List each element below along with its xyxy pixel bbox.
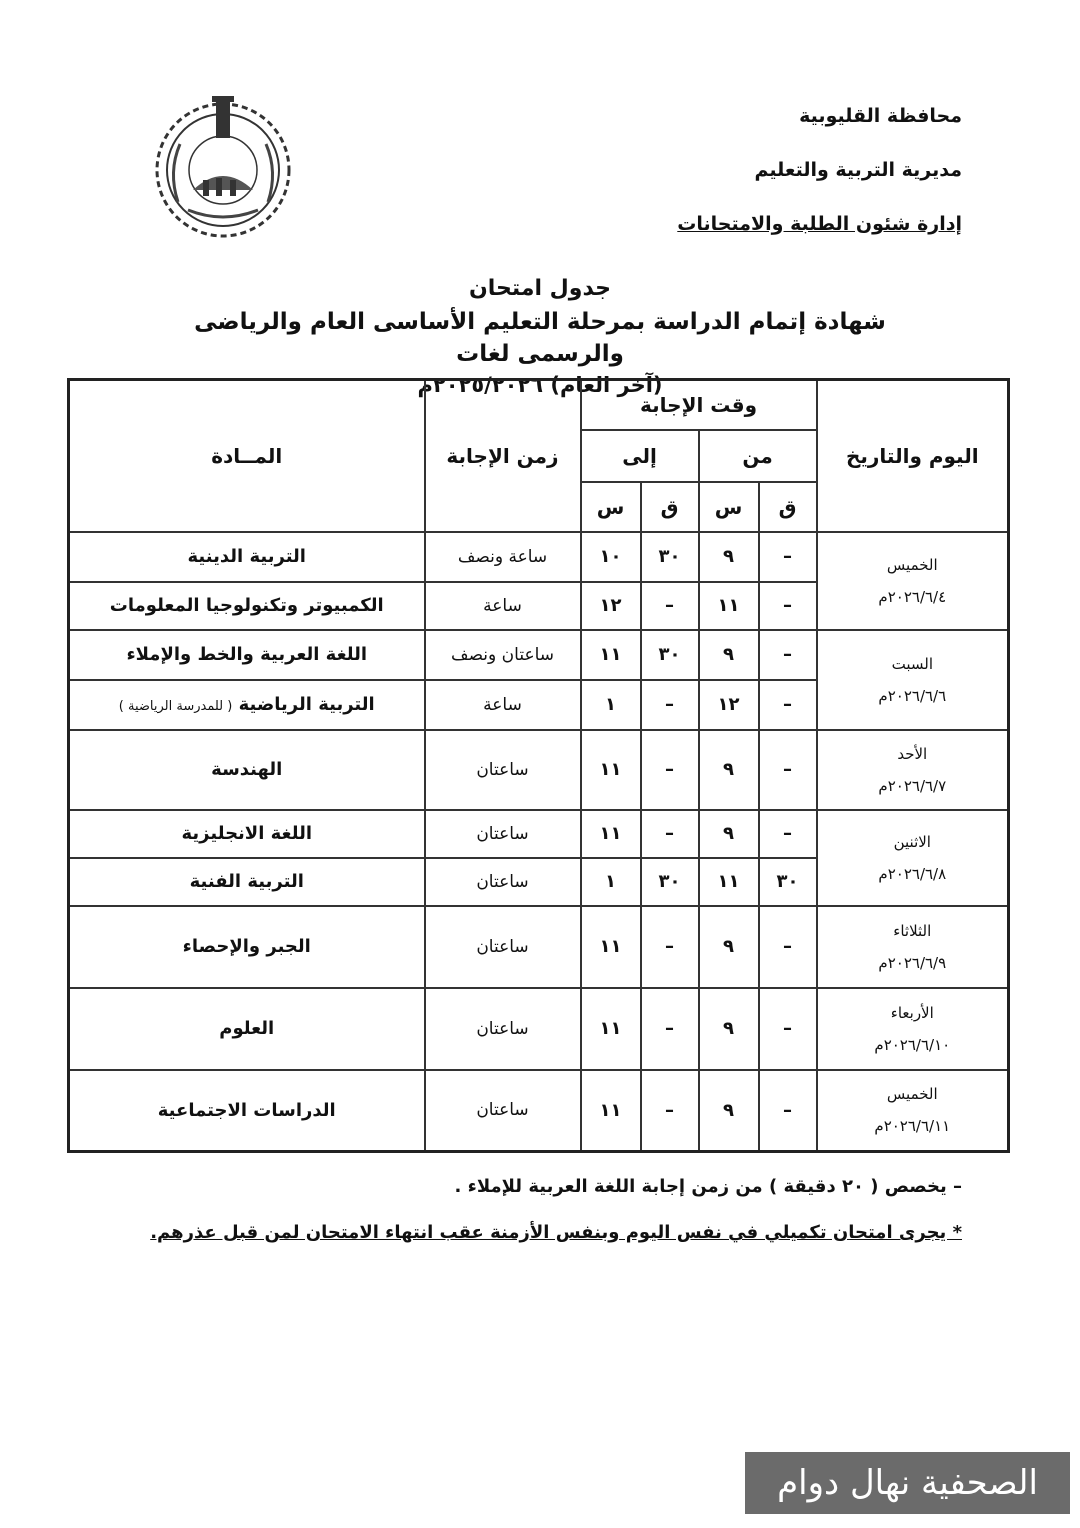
day-name: الخميس bbox=[886, 1085, 938, 1104]
subject-name: التربية الدينية bbox=[187, 546, 306, 567]
header-answer-time: وقت الإجابة bbox=[581, 380, 817, 430]
exam-date: ٢٠٢٦/٦/١١م bbox=[874, 1117, 951, 1136]
to-hour: ١١ bbox=[581, 1070, 641, 1152]
from-hour: ٩ bbox=[699, 810, 759, 858]
day-name: السبت bbox=[891, 654, 933, 673]
subject-name: اللغة الانجليزية bbox=[181, 823, 312, 844]
directorate-name: مديرية التربية والتعليم bbox=[754, 159, 962, 181]
to-hour: ١١ bbox=[581, 906, 641, 988]
from-hour: ٩ bbox=[699, 532, 759, 582]
duration: ساعتان bbox=[425, 906, 581, 988]
header-subject: المــادة bbox=[69, 380, 425, 532]
day-date-cell bbox=[817, 630, 1009, 730]
subject bbox=[69, 630, 425, 680]
day-name: الأحد bbox=[897, 744, 928, 763]
header-to-minute: ق bbox=[641, 482, 699, 532]
from-minute: – bbox=[759, 630, 817, 680]
from-minute: – bbox=[759, 810, 817, 858]
header-duration: زمن الإجابة bbox=[425, 380, 581, 532]
to-hour: ١٢ bbox=[581, 582, 641, 630]
to-minute: ٣٠ bbox=[641, 532, 699, 582]
header-to: إلى bbox=[581, 430, 699, 482]
academic-year: (آخر العام) ٢٠٢٥/٢٠٢٦م bbox=[417, 373, 663, 397]
day-date-cell bbox=[817, 988, 1009, 1070]
duration: ساعة bbox=[425, 680, 581, 730]
from-hour: ٩ bbox=[699, 906, 759, 988]
table-row bbox=[69, 906, 1009, 988]
to-minute: ٣٠ bbox=[641, 858, 699, 906]
governorate-name: محافظة القليوبية bbox=[799, 105, 962, 127]
day-name: الأربعاء bbox=[890, 1003, 934, 1022]
from-minute: – bbox=[759, 730, 817, 810]
subject-name: الجبر والإحصاء bbox=[182, 936, 311, 957]
from-minute: – bbox=[759, 532, 817, 582]
duration: ساعتان bbox=[425, 988, 581, 1070]
day-date-cell bbox=[817, 1070, 1009, 1152]
from-hour: ٩ bbox=[699, 630, 759, 680]
to-minute: – bbox=[641, 988, 699, 1070]
from-hour: ٩ bbox=[699, 1070, 759, 1152]
organization-header bbox=[542, 100, 962, 262]
header-from-hour: س bbox=[699, 482, 759, 532]
subject-note: ( للمدرسة الرياضية ) bbox=[118, 699, 233, 714]
day-name: الثلاثاء bbox=[893, 921, 932, 940]
subject-name: اللغة العربية والخط والإملاء bbox=[126, 644, 368, 665]
exam-date: ٢٠٢٦/٦/٨م bbox=[878, 864, 947, 883]
from-minute: – bbox=[759, 988, 817, 1070]
to-hour: ١١ bbox=[581, 630, 641, 680]
duration: ساعتان bbox=[425, 810, 581, 858]
table-row bbox=[69, 532, 1009, 582]
exam-date: ٢٠٢٦/٦/٦م bbox=[878, 686, 947, 705]
subject bbox=[69, 906, 425, 988]
duration: ساعة bbox=[425, 582, 581, 630]
table-row bbox=[69, 1070, 1009, 1152]
table-row bbox=[69, 730, 1009, 810]
exam-date: ٢٠٢٦/٦/١٠م bbox=[874, 1035, 951, 1054]
dictation-note: – يخصص ( ٢٠ دقيقة ) من زمن إجابة اللغة العربية للإملاء . bbox=[454, 1176, 962, 1197]
day-date-cell bbox=[817, 730, 1009, 810]
from-hour: ٩ bbox=[699, 988, 759, 1070]
from-minute: – bbox=[759, 906, 817, 988]
to-hour: ١٠ bbox=[581, 532, 641, 582]
subject-name: الهندسة bbox=[211, 759, 283, 780]
subject bbox=[69, 582, 425, 630]
to-minute: – bbox=[641, 906, 699, 988]
exam-date: ٢٠٢٦/٦/٩م bbox=[878, 953, 947, 972]
day-name: الخميس bbox=[886, 555, 938, 574]
subject bbox=[69, 1070, 425, 1152]
exam-date: ٢٠٢٦/٦/٤م bbox=[878, 587, 947, 606]
header-from-minute: ق bbox=[759, 482, 817, 532]
to-minute: – bbox=[641, 730, 699, 810]
subject-name: الدراسات الاجتماعية bbox=[157, 1099, 336, 1121]
to-hour: ١ bbox=[581, 680, 641, 730]
from-minute: ٣٠ bbox=[759, 858, 817, 906]
table-row bbox=[69, 810, 1009, 858]
day-name: الاثنين bbox=[893, 832, 931, 851]
ministry-emblem-icon bbox=[148, 92, 298, 242]
subject bbox=[69, 988, 425, 1070]
subject bbox=[69, 532, 425, 582]
to-minute: – bbox=[641, 680, 699, 730]
subject bbox=[69, 858, 425, 906]
day-date-cell bbox=[817, 810, 1009, 906]
to-minute: – bbox=[641, 810, 699, 858]
from-hour: ١١ bbox=[699, 858, 759, 906]
to-hour: ١ bbox=[581, 858, 641, 906]
header-from: من bbox=[699, 430, 817, 482]
header-day-date: اليوم والتاريخ bbox=[817, 380, 1009, 532]
from-minute: – bbox=[759, 1070, 817, 1152]
duration: ساعتان ونصف bbox=[425, 630, 581, 680]
duration: ساعتان bbox=[425, 858, 581, 906]
duration: ساعتان bbox=[425, 730, 581, 810]
exam-schedule-table bbox=[67, 378, 1010, 1153]
schedule-title: جدول امتحان bbox=[468, 276, 612, 301]
to-hour: ١١ bbox=[581, 810, 641, 858]
to-minute: – bbox=[641, 582, 699, 630]
subject-name: الكمبيوتر وتكنولوجيا المعلومات bbox=[109, 595, 384, 616]
to-minute: ٣٠ bbox=[641, 630, 699, 680]
certificate-title: شهادة إتمام الدراسة بمرحلة التعليم الأساسى العام والرياضى والرسمى لغات bbox=[194, 309, 886, 367]
from-minute: – bbox=[759, 680, 817, 730]
from-minute: – bbox=[759, 582, 817, 630]
subject bbox=[69, 730, 425, 810]
subject-name: التربية الرياضية bbox=[238, 694, 375, 715]
subject-name: العلوم bbox=[219, 1018, 275, 1039]
to-hour: ١١ bbox=[581, 988, 641, 1070]
to-minute: – bbox=[641, 1070, 699, 1152]
table-row bbox=[69, 630, 1009, 680]
watermark-label: الصحفية نهال دوام bbox=[745, 1452, 1070, 1514]
department-name: إدارة شئون الطلبة والامتحانات bbox=[677, 213, 962, 235]
subject bbox=[69, 680, 425, 730]
duration: ساعتان bbox=[425, 1070, 581, 1152]
subject bbox=[69, 810, 425, 858]
day-date-cell bbox=[817, 906, 1009, 988]
header-to-hour: س bbox=[581, 482, 641, 532]
makeup-exam-note: * يجرى امتحان تكميلي في نفس اليوم وبنفس الأزمنة عقب انتهاء الامتحان لمن قبل عذرهم. bbox=[150, 1222, 962, 1243]
from-hour: ٩ bbox=[699, 730, 759, 810]
from-hour: ١١ bbox=[699, 582, 759, 630]
from-hour: ١٢ bbox=[699, 680, 759, 730]
table-row bbox=[69, 988, 1009, 1070]
day-date-cell bbox=[817, 532, 1009, 630]
exam-date: ٢٠٢٦/٦/٧م bbox=[878, 776, 947, 795]
to-hour: ١١ bbox=[581, 730, 641, 810]
subject-name: التربية الفنية bbox=[189, 871, 304, 892]
duration: ساعة ونصف bbox=[425, 532, 581, 582]
